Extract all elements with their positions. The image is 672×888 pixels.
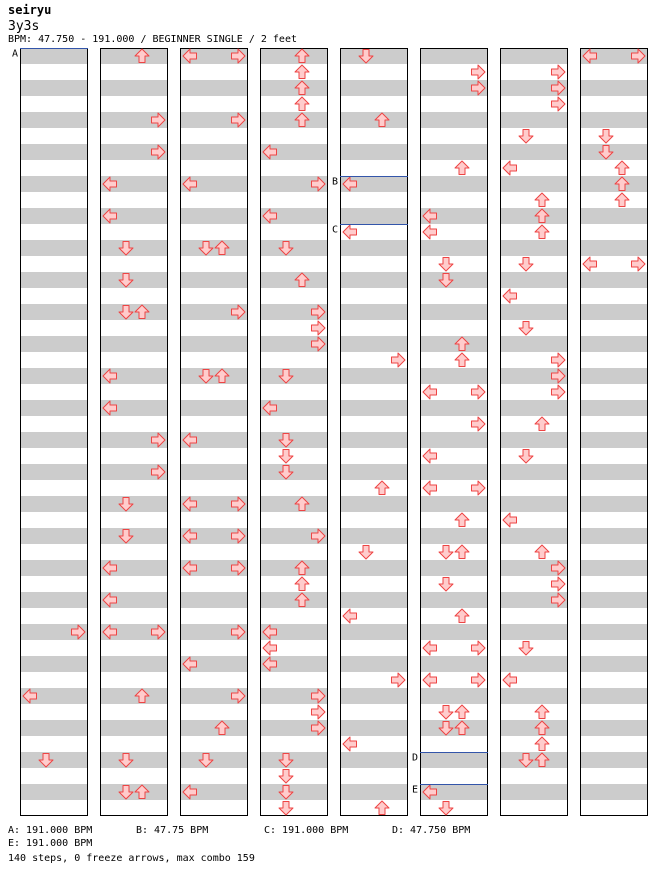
- step-arrow-up: [295, 577, 309, 591]
- beat-band: [340, 624, 408, 640]
- beat-band: [260, 432, 328, 448]
- beat-band: [580, 240, 648, 256]
- step-arrow-left: [583, 257, 597, 271]
- bpm-change-label: D: [411, 752, 418, 764]
- beat-band: [260, 240, 328, 256]
- step-arrow-up: [455, 353, 469, 367]
- beat-band: [580, 336, 648, 352]
- step-arrow-left: [503, 513, 517, 527]
- step-arrow-right: [472, 417, 486, 431]
- beat-band: [500, 496, 568, 512]
- beat-band: [20, 176, 88, 192]
- beat-band: [180, 592, 248, 608]
- beat-band: [100, 752, 168, 768]
- step-arrow-up: [535, 545, 549, 559]
- beat-band: [580, 784, 648, 800]
- step-arrow-right: [552, 65, 566, 79]
- step-arrow-right: [472, 481, 486, 495]
- beat-band: [580, 624, 648, 640]
- beat-band: [20, 496, 88, 512]
- beat-band: [500, 240, 568, 256]
- bpm-change-label: B: [331, 176, 338, 188]
- beat-band: [340, 240, 408, 256]
- beat-band: [20, 80, 88, 96]
- step-arrow-down: [279, 770, 293, 784]
- step-arrow-up: [535, 225, 549, 239]
- step-arrow-left: [503, 161, 517, 175]
- beat-band: [340, 272, 408, 288]
- step-arrow-up: [535, 705, 549, 719]
- beat-band: [580, 592, 648, 608]
- step-arrow-up: [615, 193, 629, 207]
- beat-band: [100, 240, 168, 256]
- beat-band: [20, 784, 88, 800]
- beat-band: [500, 112, 568, 128]
- bpm-change-label: E: [411, 784, 418, 796]
- step-arrow-up: [455, 161, 469, 175]
- beat-band: [180, 336, 248, 352]
- step-arrow-left: [343, 225, 357, 239]
- beat-band: [420, 752, 488, 768]
- beat-band: [580, 496, 648, 512]
- step-arrow-down: [439, 546, 453, 560]
- beat-band: [340, 528, 408, 544]
- beat-band: [500, 48, 568, 64]
- beat-band: [420, 272, 488, 288]
- step-arrow-right: [552, 577, 566, 591]
- beat-band: [340, 304, 408, 320]
- bpm-legend-item: E: 191.000 BPM: [8, 838, 93, 849]
- bpm-change-label: A: [11, 48, 18, 60]
- step-arrow-right: [472, 641, 486, 655]
- chart-column: [580, 48, 648, 816]
- beat-band: [340, 400, 408, 416]
- beat-band: [340, 144, 408, 160]
- step-arrow-down: [519, 450, 533, 464]
- beat-band: [100, 336, 168, 352]
- beat-band: [420, 496, 488, 512]
- step-arrow-right: [312, 321, 326, 335]
- beat-band: [20, 400, 88, 416]
- beat-band: [500, 176, 568, 192]
- beat-band: [340, 336, 408, 352]
- step-arrow-right: [552, 385, 566, 399]
- beat-band: [420, 720, 488, 736]
- beat-band: [100, 48, 168, 64]
- beat-band: [260, 496, 328, 512]
- bpm-legend-item: A: 191.000 BPM: [8, 825, 93, 836]
- beat-band: [20, 208, 88, 224]
- beat-band: [420, 48, 488, 64]
- beat-band: [260, 592, 328, 608]
- beat-band: [180, 240, 248, 256]
- step-arrow-up: [455, 609, 469, 623]
- beat-band: [340, 432, 408, 448]
- beat-band: [340, 656, 408, 672]
- beat-band: [580, 144, 648, 160]
- chart-column: [180, 48, 248, 816]
- step-arrow-down: [439, 706, 453, 720]
- step-arrow-up: [455, 545, 469, 559]
- beat-band: [500, 400, 568, 416]
- beat-band: [20, 368, 88, 384]
- song-artist: 3y3s: [8, 19, 40, 34]
- beat-band: [340, 80, 408, 96]
- beat-band: [580, 112, 648, 128]
- chart-column: [20, 48, 88, 816]
- step-arrow-left: [343, 609, 357, 623]
- beat-band: [340, 720, 408, 736]
- beat-band: [180, 368, 248, 384]
- beat-band: [500, 464, 568, 480]
- step-stats: 140 steps, 0 freeze arrows, max combo 159: [8, 853, 255, 864]
- beat-band: [420, 304, 488, 320]
- beat-band: [260, 464, 328, 480]
- step-arrow-down: [439, 802, 453, 816]
- step-arrow-left: [343, 737, 357, 751]
- beat-band: [500, 304, 568, 320]
- step-arrow-up: [295, 65, 309, 79]
- beat-band: [180, 144, 248, 160]
- beat-band: [100, 688, 168, 704]
- beat-band: [20, 560, 88, 576]
- beat-band: [260, 560, 328, 576]
- beat-band: [580, 752, 648, 768]
- beat-band: [100, 496, 168, 512]
- beat-band: [420, 112, 488, 128]
- beat-band: [580, 400, 648, 416]
- step-arrow-left: [423, 449, 437, 463]
- beat-band: [260, 272, 328, 288]
- beat-band: [20, 240, 88, 256]
- bpm-change-label: C: [331, 224, 338, 236]
- step-arrow-left: [503, 289, 517, 303]
- step-arrow-up: [455, 705, 469, 719]
- chart-column: [500, 48, 568, 816]
- beat-band: [180, 752, 248, 768]
- chart-column: [260, 48, 328, 816]
- step-arrow-down: [439, 578, 453, 592]
- step-arrow-down: [519, 322, 533, 336]
- bpm-legend-item: B: 47.75 BPM: [136, 825, 209, 836]
- beat-band: [20, 656, 88, 672]
- step-arrow-down: [439, 258, 453, 272]
- step-arrow-down: [519, 258, 533, 272]
- beat-band: [420, 624, 488, 640]
- beat-band: [580, 656, 648, 672]
- chart-column: [100, 48, 168, 816]
- beat-band: [500, 272, 568, 288]
- beat-band: [180, 80, 248, 96]
- beat-band: [580, 304, 648, 320]
- step-arrow-up: [375, 481, 389, 495]
- beat-band: [580, 432, 648, 448]
- beat-band: [180, 208, 248, 224]
- beat-band: [20, 528, 88, 544]
- step-arrow-right: [632, 257, 646, 271]
- beat-band: [420, 144, 488, 160]
- beat-band: [500, 624, 568, 640]
- beat-band: [340, 688, 408, 704]
- beat-band: [580, 368, 648, 384]
- step-arrow-up: [295, 97, 309, 111]
- beat-band: [420, 368, 488, 384]
- step-arrow-down: [279, 802, 293, 816]
- chart-column: [340, 48, 408, 816]
- beat-band: [500, 528, 568, 544]
- beat-band: [20, 336, 88, 352]
- beat-band: [580, 176, 648, 192]
- beat-band: [500, 144, 568, 160]
- step-arrow-left: [423, 481, 437, 495]
- beat-band: [420, 528, 488, 544]
- beat-band: [500, 784, 568, 800]
- step-arrow-right: [392, 353, 406, 367]
- beat-band: [580, 80, 648, 96]
- step-arrow-right: [472, 673, 486, 687]
- beat-band: [500, 656, 568, 672]
- beat-band: [20, 720, 88, 736]
- step-arrow-right: [312, 705, 326, 719]
- beat-band: [500, 752, 568, 768]
- beat-band: [340, 208, 408, 224]
- beat-band: [420, 464, 488, 480]
- beat-band: [580, 272, 648, 288]
- step-arrow-left: [423, 641, 437, 655]
- step-arrow-left: [423, 225, 437, 239]
- step-arrow-up: [535, 193, 549, 207]
- beat-band: [20, 272, 88, 288]
- beat-band: [340, 784, 408, 800]
- step-arrow-down: [519, 642, 533, 656]
- step-arrow-right: [392, 673, 406, 687]
- beat-band: [580, 720, 648, 736]
- beat-band: [100, 720, 168, 736]
- beat-band: [260, 80, 328, 96]
- beat-band: [20, 464, 88, 480]
- beat-band: [100, 304, 168, 320]
- beat-band: [20, 144, 88, 160]
- step-arrow-up: [535, 417, 549, 431]
- step-arrow-down: [279, 450, 293, 464]
- beat-band: [580, 688, 648, 704]
- beat-band: [420, 688, 488, 704]
- beat-band: [100, 80, 168, 96]
- beat-band: [20, 48, 88, 64]
- step-arrow-left: [263, 641, 277, 655]
- beat-band: [20, 592, 88, 608]
- beat-band: [180, 272, 248, 288]
- beat-band: [20, 112, 88, 128]
- beat-band: [20, 304, 88, 320]
- beat-band: [580, 464, 648, 480]
- beat-band: [260, 752, 328, 768]
- beat-band: [500, 688, 568, 704]
- bpm-legend-item: D: 47.750 BPM: [392, 825, 471, 836]
- step-arrow-right: [472, 385, 486, 399]
- beat-band: [260, 48, 328, 64]
- step-arrow-up: [535, 737, 549, 751]
- step-arrow-up: [455, 513, 469, 527]
- beat-band: [420, 240, 488, 256]
- step-arrow-down: [599, 130, 613, 144]
- beat-band: [340, 464, 408, 480]
- beat-band: [100, 784, 168, 800]
- song-title: seiryu: [8, 3, 52, 17]
- step-arrow-left: [503, 673, 517, 687]
- beat-band: [260, 368, 328, 384]
- beat-band: [100, 272, 168, 288]
- step-arrow-down: [359, 546, 373, 560]
- beat-band: [340, 112, 408, 128]
- beat-band: [20, 432, 88, 448]
- beat-band: [420, 656, 488, 672]
- chart-column: [420, 48, 488, 816]
- chart-info: BPM: 47.750 - 191.000 / BEGINNER SINGLE / 2 feet: [8, 34, 297, 45]
- beat-band: [500, 208, 568, 224]
- beat-band: [100, 528, 168, 544]
- beat-band: [180, 400, 248, 416]
- beat-band: [500, 336, 568, 352]
- beat-band: [420, 400, 488, 416]
- step-arrow-up: [615, 161, 629, 175]
- step-arrow-down: [519, 130, 533, 144]
- beat-band: [340, 368, 408, 384]
- bpm-legend-item: C: 191.000 BPM: [264, 825, 349, 836]
- beat-band: [420, 176, 488, 192]
- beat-band: [100, 656, 168, 672]
- step-arrow-left: [423, 673, 437, 687]
- beat-band: [500, 432, 568, 448]
- beat-band: [420, 432, 488, 448]
- step-arrow-up: [375, 801, 389, 815]
- beat-band: [580, 208, 648, 224]
- beat-band: [340, 48, 408, 64]
- beat-band: [420, 560, 488, 576]
- beat-band: [340, 560, 408, 576]
- step-arrow-right: [552, 97, 566, 111]
- step-arrow-left: [423, 385, 437, 399]
- beat-band: [340, 592, 408, 608]
- beat-band: [260, 112, 328, 128]
- beat-band: [580, 528, 648, 544]
- beat-band: [500, 720, 568, 736]
- beat-band: [180, 464, 248, 480]
- beat-band: [180, 720, 248, 736]
- beat-band: [260, 784, 328, 800]
- step-arrow-right: [552, 353, 566, 367]
- step-arrow-right: [472, 65, 486, 79]
- beat-band: [340, 752, 408, 768]
- beat-band: [340, 496, 408, 512]
- beat-band: [20, 752, 88, 768]
- beat-band: [420, 336, 488, 352]
- beat-band: [580, 560, 648, 576]
- beat-band: [420, 592, 488, 608]
